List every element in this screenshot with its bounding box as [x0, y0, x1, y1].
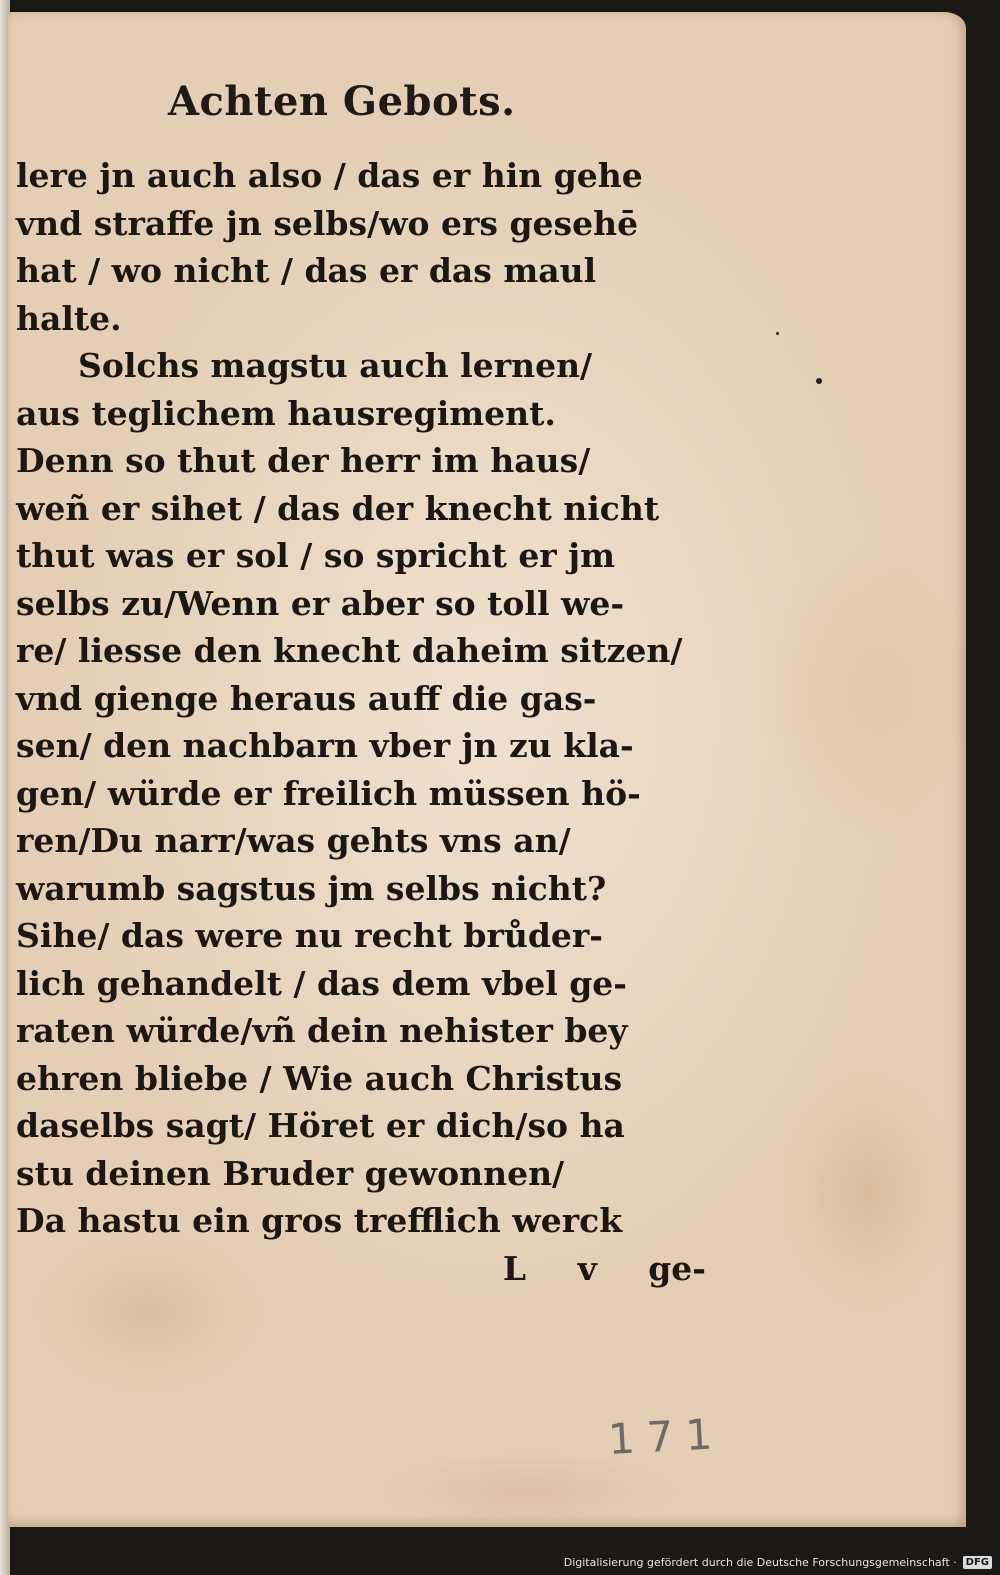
text-line: lere jn auch also / das er hin gehe — [16, 156, 643, 195]
text-line: halte. — [16, 298, 122, 338]
footer-bar — [560, 1551, 1000, 1573]
text-line: raten würde/vñ dein nehister bey — [16, 1011, 628, 1050]
text-line: hat / wo nicht / das er das maul — [16, 251, 597, 290]
text-line: Denn so thut der herr im haus/ — [16, 441, 591, 480]
text-line: Sihe/ das were nu recht brůder- — [16, 916, 603, 955]
text-line: weñ er sihet / das der knecht nicht — [16, 488, 660, 528]
dfg-logo: DFG — [963, 1556, 992, 1569]
text-line: daselbs sagt/ Höret er dich/so ha — [16, 1106, 625, 1145]
book-page — [8, 12, 966, 1527]
text-line: vnd straffe jn selbs/wo ers gesehē — [16, 203, 639, 243]
handwritten-folio-number: 171 — [606, 1408, 726, 1465]
ink-speck — [816, 378, 822, 384]
text-line: thut was er sol / so spricht er jm — [16, 536, 616, 575]
text-line: lich gehandelt / das dem vbel ge- — [16, 963, 627, 1003]
signature-mark: L v ge- — [502, 1248, 706, 1288]
text-line: warumb sagstus jm selbs nicht? — [16, 868, 607, 908]
text-line: sen/ den nachbarn vber jn zu kla- — [16, 726, 634, 765]
text-line: aus teglichem hausregiment. — [16, 393, 556, 433]
text-line: stu deinen Bruder gewonnen/ — [16, 1153, 565, 1193]
text-line: Solchs magstu auch lernen/ — [78, 346, 593, 385]
text-line: Da hastu ein gros trefflich werck — [16, 1201, 623, 1240]
text-block — [16, 152, 716, 1292]
text-line: ren/Du narr/was gehts vns an/ — [16, 821, 571, 860]
text-line: re/ liesse den knecht daheim sitzen/ — [16, 631, 683, 670]
text-line: selbs zu/Wenn er aber so toll we- — [16, 583, 625, 623]
ink-speck — [776, 332, 779, 335]
text-line: gen/ würde er freilich müssen hö- — [16, 773, 641, 813]
text-line: vnd gienge heraus auff die gas- — [16, 678, 597, 718]
funding-credit: Digitalisierung gefördert durch die Deutsche Forschungsgemeinschaft · — [563, 1555, 957, 1569]
text-line: ehren bliebe / Wie auch Christus — [16, 1058, 623, 1098]
running-head: Achten Gebots. — [168, 78, 516, 125]
